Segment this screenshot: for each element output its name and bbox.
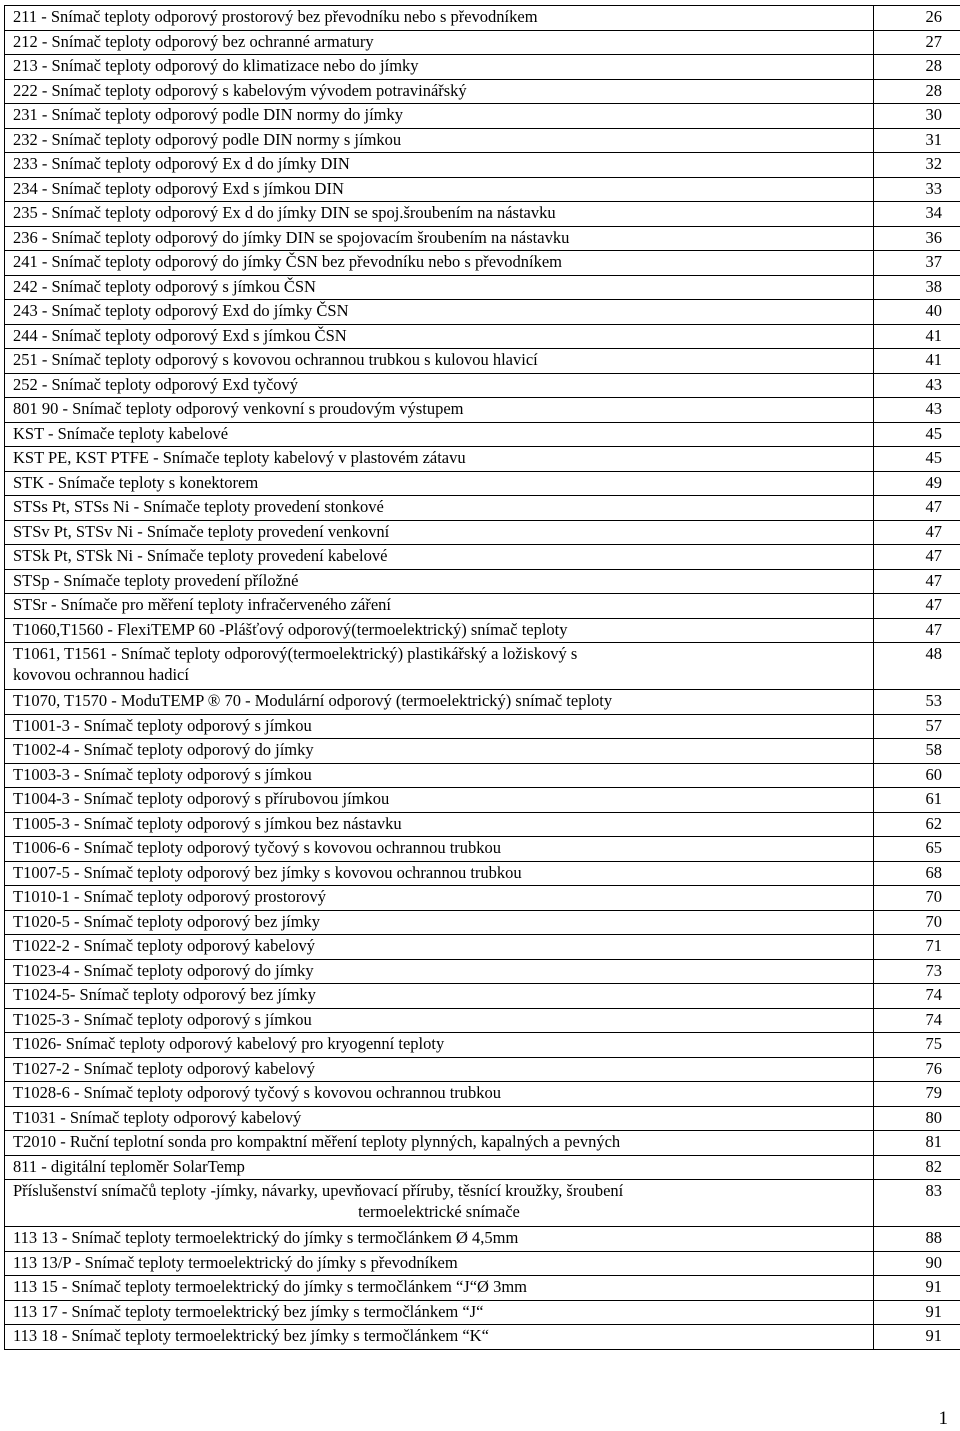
- toc-entry-title: [5, 714, 874, 739]
- toc-row: [5, 984, 960, 1009]
- toc-entry-page: 91: [874, 1300, 960, 1325]
- toc-row: [5, 837, 960, 862]
- toc-entry-page: 79: [874, 1082, 960, 1107]
- toc-entry-page: 61: [874, 788, 960, 813]
- toc-entry-title-line: T1006-6 - Snímač teploty odporový tyčový s kovovou ochrannou trubkou: [13, 838, 502, 857]
- toc-row: [5, 6, 960, 31]
- toc-entry-title: [5, 79, 874, 104]
- toc-entry-title: [5, 398, 874, 423]
- toc-entry-page: 91: [874, 1276, 960, 1301]
- toc-row: [5, 1008, 960, 1033]
- toc-row: [5, 1227, 960, 1252]
- toc-entry-page: 28: [874, 79, 960, 104]
- toc-entry-page: 47: [874, 520, 960, 545]
- toc-entry-page: 70: [874, 886, 960, 911]
- toc-entry-page: 57: [874, 714, 960, 739]
- toc-entry-title-line: 213 - Snímač teploty odporový do klimatizace nebo do jímky: [13, 56, 419, 75]
- toc-entry-title: [5, 739, 874, 764]
- toc-entry-title: [5, 935, 874, 960]
- toc-row: [5, 447, 960, 472]
- toc-row: [5, 226, 960, 251]
- toc-row: [5, 398, 960, 423]
- toc-entry-title: [5, 1180, 874, 1227]
- toc-row: [5, 1155, 960, 1180]
- toc-entry-title: [5, 128, 874, 153]
- toc-row: [5, 153, 960, 178]
- toc-entry-title-line: 222 - Snímač teploty odporový s kabelovým vývodem potravinářský: [13, 80, 467, 100]
- toc-entry-title-line: 241 - Snímač teploty odporový do jímky ČSN bez převodníku nebo s převodníkem: [13, 252, 563, 271]
- toc-entry-title-line: STK - Snímače teploty s konektorem: [13, 472, 259, 492]
- toc-entry-title-line: 113 13 - Snímač teploty termoelektrický do jímky s termočlánkem Ø 4,5mm: [13, 1228, 519, 1247]
- toc-entry-title-line: 232 - Snímač teploty odporový podle DIN normy s jímkou: [13, 129, 402, 149]
- toc-entry-title-line: 113 13/P - Snímač teploty termoelektrický do jímky s převodníkem: [13, 1252, 458, 1272]
- toc-body: [5, 6, 960, 1350]
- toc-entry-title-line: T1028-6 - Snímač teploty odporový tyčový s kovovou ochrannou trubkou: [13, 1083, 502, 1102]
- toc-row: [5, 1325, 960, 1350]
- toc-row: [5, 886, 960, 911]
- toc-entry-title-line: KST PE, KST PTFE - Snímače teploty kabelový v plastovém zátavu: [13, 448, 466, 467]
- toc-entry-page: 45: [874, 422, 960, 447]
- toc-entry-title: [5, 55, 874, 80]
- toc-entry-title: [5, 545, 874, 570]
- toc-entry-title: [5, 1008, 874, 1033]
- toc-entry-title-line: T1027-2 - Snímač teploty odporový kabelový: [13, 1058, 315, 1078]
- toc-entry-title: [5, 104, 874, 129]
- toc-row: [5, 128, 960, 153]
- toc-entry-title: [5, 1106, 874, 1131]
- toc-entry-title: [5, 226, 874, 251]
- table-of-contents: [4, 5, 960, 1350]
- toc-entry-page: 40: [874, 300, 960, 325]
- toc-entry-title-line: T1060,T1560 - FlexiTEMP 60 -Plášťový odporový(termoelektrický) snímač teploty: [13, 619, 568, 639]
- toc-entry-title-line: T1001-3 - Snímač teploty odporový s jímkou: [13, 715, 312, 735]
- toc-entry-title-line: 236 - Snímač teploty odporový do jímky DIN se spojovacím šroubením na nástavku: [13, 227, 570, 247]
- toc-entry-title-line: 251 - Snímač teploty odporový s kovovou ochrannou trubkou s kulovou hlavicí: [13, 350, 538, 369]
- toc-entry-title: [5, 275, 874, 300]
- toc-entry-page: 58: [874, 739, 960, 764]
- toc-entry-title: [5, 1057, 874, 1082]
- toc-entry-title: [5, 251, 874, 276]
- toc-entry-title: [5, 1276, 874, 1301]
- toc-entry-page: 38: [874, 275, 960, 300]
- toc-entry-title-line: T1003-3 - Snímač teploty odporový s jímkou: [13, 764, 312, 784]
- toc-row: [5, 618, 960, 643]
- toc-entry-title: [5, 812, 874, 837]
- toc-entry-page: 27: [874, 30, 960, 55]
- toc-entry-title: [5, 300, 874, 325]
- toc-entry-title: [5, 1155, 874, 1180]
- toc-entry-title-line: 801 90 - Snímač teploty odporový venkovní s proudovým výstupem: [13, 399, 464, 418]
- toc-row: [5, 788, 960, 813]
- toc-entry-page: 48: [874, 643, 960, 690]
- toc-entry-page: 76: [874, 1057, 960, 1082]
- toc-entry-page: 45: [874, 447, 960, 472]
- toc-entry-title: [5, 520, 874, 545]
- toc-entry-title-line: STSv Pt, STSv Ni - Snímače teploty provedení venkovní: [13, 521, 390, 541]
- toc-entry-title-line: STSk Pt, STSk Ni - Snímače teploty provedení kabelové: [13, 546, 388, 565]
- toc-entry-title: [5, 594, 874, 619]
- toc-entry-page: 91: [874, 1325, 960, 1350]
- toc-entry-title: [5, 569, 874, 594]
- toc-entry-title: [5, 788, 874, 813]
- toc-row: [5, 812, 960, 837]
- toc-row: [5, 300, 960, 325]
- toc-entry-title: [5, 324, 874, 349]
- toc-entry-title: [5, 618, 874, 643]
- toc-entry-page: 47: [874, 569, 960, 594]
- toc-row: [5, 520, 960, 545]
- toc-entry-title: [5, 1251, 874, 1276]
- toc-entry-title: [5, 202, 874, 227]
- toc-row: [5, 324, 960, 349]
- toc-entry-title: [5, 763, 874, 788]
- toc-entry-page: 88: [874, 1227, 960, 1252]
- toc-entry-title-line: 811 - digitální teploměr SolarTemp: [13, 1156, 245, 1176]
- toc-entry-title-line: kovovou ochrannou hadicí: [13, 665, 189, 684]
- toc-entry-title-line: 252 - Snímač teploty odporový Exd tyčový: [13, 374, 299, 394]
- toc-entry-title: [5, 30, 874, 55]
- toc-entry-title: [5, 422, 874, 447]
- toc-row: [5, 935, 960, 960]
- toc-row: [5, 251, 960, 276]
- toc-entry-page: 37: [874, 251, 960, 276]
- toc-entry-page: 41: [874, 324, 960, 349]
- toc-row: [5, 202, 960, 227]
- toc-row: [5, 349, 960, 374]
- toc-row: [5, 910, 960, 935]
- toc-entry-title-line: T1031 - Snímač teploty odporový kabelový: [13, 1107, 302, 1127]
- toc-entry-title: [5, 349, 874, 374]
- toc-entry-title-line: T1025-3 - Snímač teploty odporový s jímkou: [13, 1009, 312, 1029]
- toc-entry-title-line: T2010 - Ruční teplotní sonda pro kompaktní měření teploty plynných, kapalných a pevných: [13, 1132, 621, 1151]
- toc-entry-title-line: KST - Snímače teploty kabelové: [13, 423, 229, 443]
- toc-entry-title: [5, 643, 874, 690]
- toc-entry-title: [5, 471, 874, 496]
- toc-entry-title: [5, 690, 874, 715]
- toc-entry-title: [5, 1082, 874, 1107]
- toc-entry-page: 68: [874, 861, 960, 886]
- toc-entry-page: 60: [874, 763, 960, 788]
- toc-row: [5, 1131, 960, 1156]
- toc-entry-title: [5, 984, 874, 1009]
- toc-entry-page: 32: [874, 153, 960, 178]
- toc-row: [5, 594, 960, 619]
- toc-entry-page: 33: [874, 177, 960, 202]
- toc-entry-title: [5, 153, 874, 178]
- toc-entry-title-line: T1020-5 - Snímač teploty odporový bez jímky: [13, 911, 321, 931]
- toc-entry-title-line: T1070, T1570 - ModuTEMP ® 70 - Modulární odporový (termoelektrický) snímač teploty: [13, 691, 613, 710]
- toc-row: [5, 1300, 960, 1325]
- toc-entry-title-line: 211 - Snímač teploty odporový prostorový bez převodníku nebo s převodníkem: [13, 7, 538, 26]
- toc-entry-title-line: 113 15 - Snímač teploty termoelektrický do jímky s termočlánkem “J“Ø 3mm: [13, 1277, 527, 1296]
- toc-entry-page: 81: [874, 1131, 960, 1156]
- toc-entry-title-line: 212 - Snímač teploty odporový bez ochranné armatury: [13, 31, 374, 51]
- toc-entry-title: [5, 959, 874, 984]
- toc-entry-page: 75: [874, 1033, 960, 1058]
- toc-row: [5, 496, 960, 521]
- toc-entry-title: [5, 1325, 874, 1350]
- toc-row: [5, 373, 960, 398]
- toc-entry-page: 47: [874, 545, 960, 570]
- toc-row: [5, 1106, 960, 1131]
- toc-entry-page: 47: [874, 594, 960, 619]
- toc-entry-page: 47: [874, 618, 960, 643]
- toc-entry-title-line: 113 18 - Snímač teploty termoelektrický bez jímky s termočlánkem “K“: [13, 1326, 489, 1345]
- toc-row: [5, 569, 960, 594]
- toc-entry-title-line: T1061, T1561 - Snímač teploty odporový(termoelektrický) plastikářský a ložiskový s: [13, 644, 578, 663]
- toc-row: [5, 104, 960, 129]
- toc-entry-title: [5, 1033, 874, 1058]
- toc-entry-title-line: STSr - Snímače pro měření teploty infračerveného záření: [13, 595, 391, 614]
- toc-entry-title: [5, 910, 874, 935]
- toc-entry-title-line: T1004-3 - Snímač teploty odporový s přírubovou jímkou: [13, 789, 390, 808]
- toc-entry-page: 30: [874, 104, 960, 129]
- toc-entry-page: 83: [874, 1180, 960, 1227]
- toc-entry-page: 74: [874, 1008, 960, 1033]
- toc-entry-title-line: 233 - Snímač teploty odporový Ex d do jímky DIN: [13, 154, 350, 173]
- toc-entry-title-line: Příslušenství snímačů teploty -jímky, návarky, upevňovací příruby, těsnící kroužky, šroubení: [13, 1181, 624, 1200]
- toc-entry-page: 62: [874, 812, 960, 837]
- toc-entry-page: 47: [874, 496, 960, 521]
- toc-entry-page: 70: [874, 910, 960, 935]
- toc-row: [5, 275, 960, 300]
- toc-entry-page: 71: [874, 935, 960, 960]
- toc-row: [5, 1276, 960, 1301]
- toc-entry-title: [5, 373, 874, 398]
- toc-entry-title: [5, 886, 874, 911]
- toc-row: [5, 1180, 960, 1227]
- toc-entry-page: 80: [874, 1106, 960, 1131]
- toc-entry-title: [5, 861, 874, 886]
- toc-entry-title-line: 231 - Snímač teploty odporový podle DIN normy do jímky: [13, 105, 403, 124]
- toc-entry-title-line: 242 - Snímač teploty odporový s jímkou ČSN: [13, 276, 316, 296]
- toc-entry-page: 82: [874, 1155, 960, 1180]
- toc-entry-title-line: 235 - Snímač teploty odporový Ex d do jímky DIN se spoj.šroubením na nástavku: [13, 203, 556, 222]
- toc-entry-title: [5, 1227, 874, 1252]
- toc-entry-title-line: STSp - Snímače teploty provedení příložné: [13, 570, 299, 590]
- toc-row: [5, 1251, 960, 1276]
- toc-entry-page: 90: [874, 1251, 960, 1276]
- toc-entry-page: 74: [874, 984, 960, 1009]
- toc-entry-page: 41: [874, 349, 960, 374]
- toc-row: [5, 177, 960, 202]
- toc-entry-page: 43: [874, 398, 960, 423]
- toc-entry-title: [5, 447, 874, 472]
- toc-row: [5, 1033, 960, 1058]
- toc-entry-page: 53: [874, 690, 960, 715]
- toc-entry-page: 34: [874, 202, 960, 227]
- toc-row: [5, 79, 960, 104]
- toc-entry-title-line: T1010-1 - Snímač teploty odporový prostorový: [13, 887, 327, 906]
- toc-entry-title: [5, 177, 874, 202]
- toc-entry-page: 31: [874, 128, 960, 153]
- toc-entry-title-line: T1022-2 - Snímač teploty odporový kabelový: [13, 936, 315, 955]
- toc-entry-page: 26: [874, 6, 960, 31]
- toc-entry-title-line: 234 - Snímač teploty odporový Exd s jímkou DIN: [13, 178, 344, 198]
- toc-row: [5, 55, 960, 80]
- toc-row: [5, 422, 960, 447]
- toc-entry-page: 65: [874, 837, 960, 862]
- toc-entry-title-line: 244 - Snímač teploty odporový Exd s jímkou ČSN: [13, 325, 347, 345]
- toc-row: [5, 30, 960, 55]
- toc-entry-title: [5, 496, 874, 521]
- toc-entry-title-line: T1005-3 - Snímač teploty odporový s jímkou bez nástavku: [13, 813, 402, 833]
- toc-entry-page: 36: [874, 226, 960, 251]
- toc-entry-title: [5, 1131, 874, 1156]
- toc-row: [5, 763, 960, 788]
- toc-entry-page: 73: [874, 959, 960, 984]
- toc-row: [5, 959, 960, 984]
- toc-entry-page: 49: [874, 471, 960, 496]
- toc-entry-title: [5, 837, 874, 862]
- page-number: 1: [938, 1408, 948, 1429]
- toc-entry-page: 43: [874, 373, 960, 398]
- toc-entry-title: [5, 1300, 874, 1325]
- toc-entry-title-line: T1026- Snímač teploty odporový kabelový pro kryogenní teploty: [13, 1034, 445, 1053]
- toc-entry-title-line: T1002-4 - Snímač teploty odporový do jímky: [13, 740, 314, 759]
- toc-row: [5, 861, 960, 886]
- toc-entry-title-line: 243 - Snímač teploty odporový Exd do jímky ČSN: [13, 301, 349, 320]
- toc-entry-title-line: 113 17 - Snímač teploty termoelektrický bez jímky s termočlánkem “J“: [13, 1301, 484, 1321]
- toc-entry-title-line: T1007-5 - Snímač teploty odporový bez jímky s kovovou ochrannou trubkou: [13, 862, 522, 882]
- toc-entry-title-line: T1023-4 - Snímač teploty odporový do jímky: [13, 960, 314, 980]
- toc-entry-title-line: termoelektrické snímače: [358, 1202, 520, 1221]
- toc-entry-page: 28: [874, 55, 960, 80]
- toc-row: [5, 690, 960, 715]
- toc-row: [5, 714, 960, 739]
- toc-entry-title-line: STSs Pt, STSs Ni - Snímače teploty provedení stonkové: [13, 497, 384, 516]
- toc-row: [5, 471, 960, 496]
- toc-entry-title-line: T1024-5- Snímač teploty odporový bez jímky: [13, 985, 316, 1004]
- toc-entry-title: [5, 6, 874, 31]
- toc-row: [5, 643, 960, 690]
- toc-row: [5, 1082, 960, 1107]
- toc-row: [5, 545, 960, 570]
- toc-row: [5, 1057, 960, 1082]
- toc-row: [5, 739, 960, 764]
